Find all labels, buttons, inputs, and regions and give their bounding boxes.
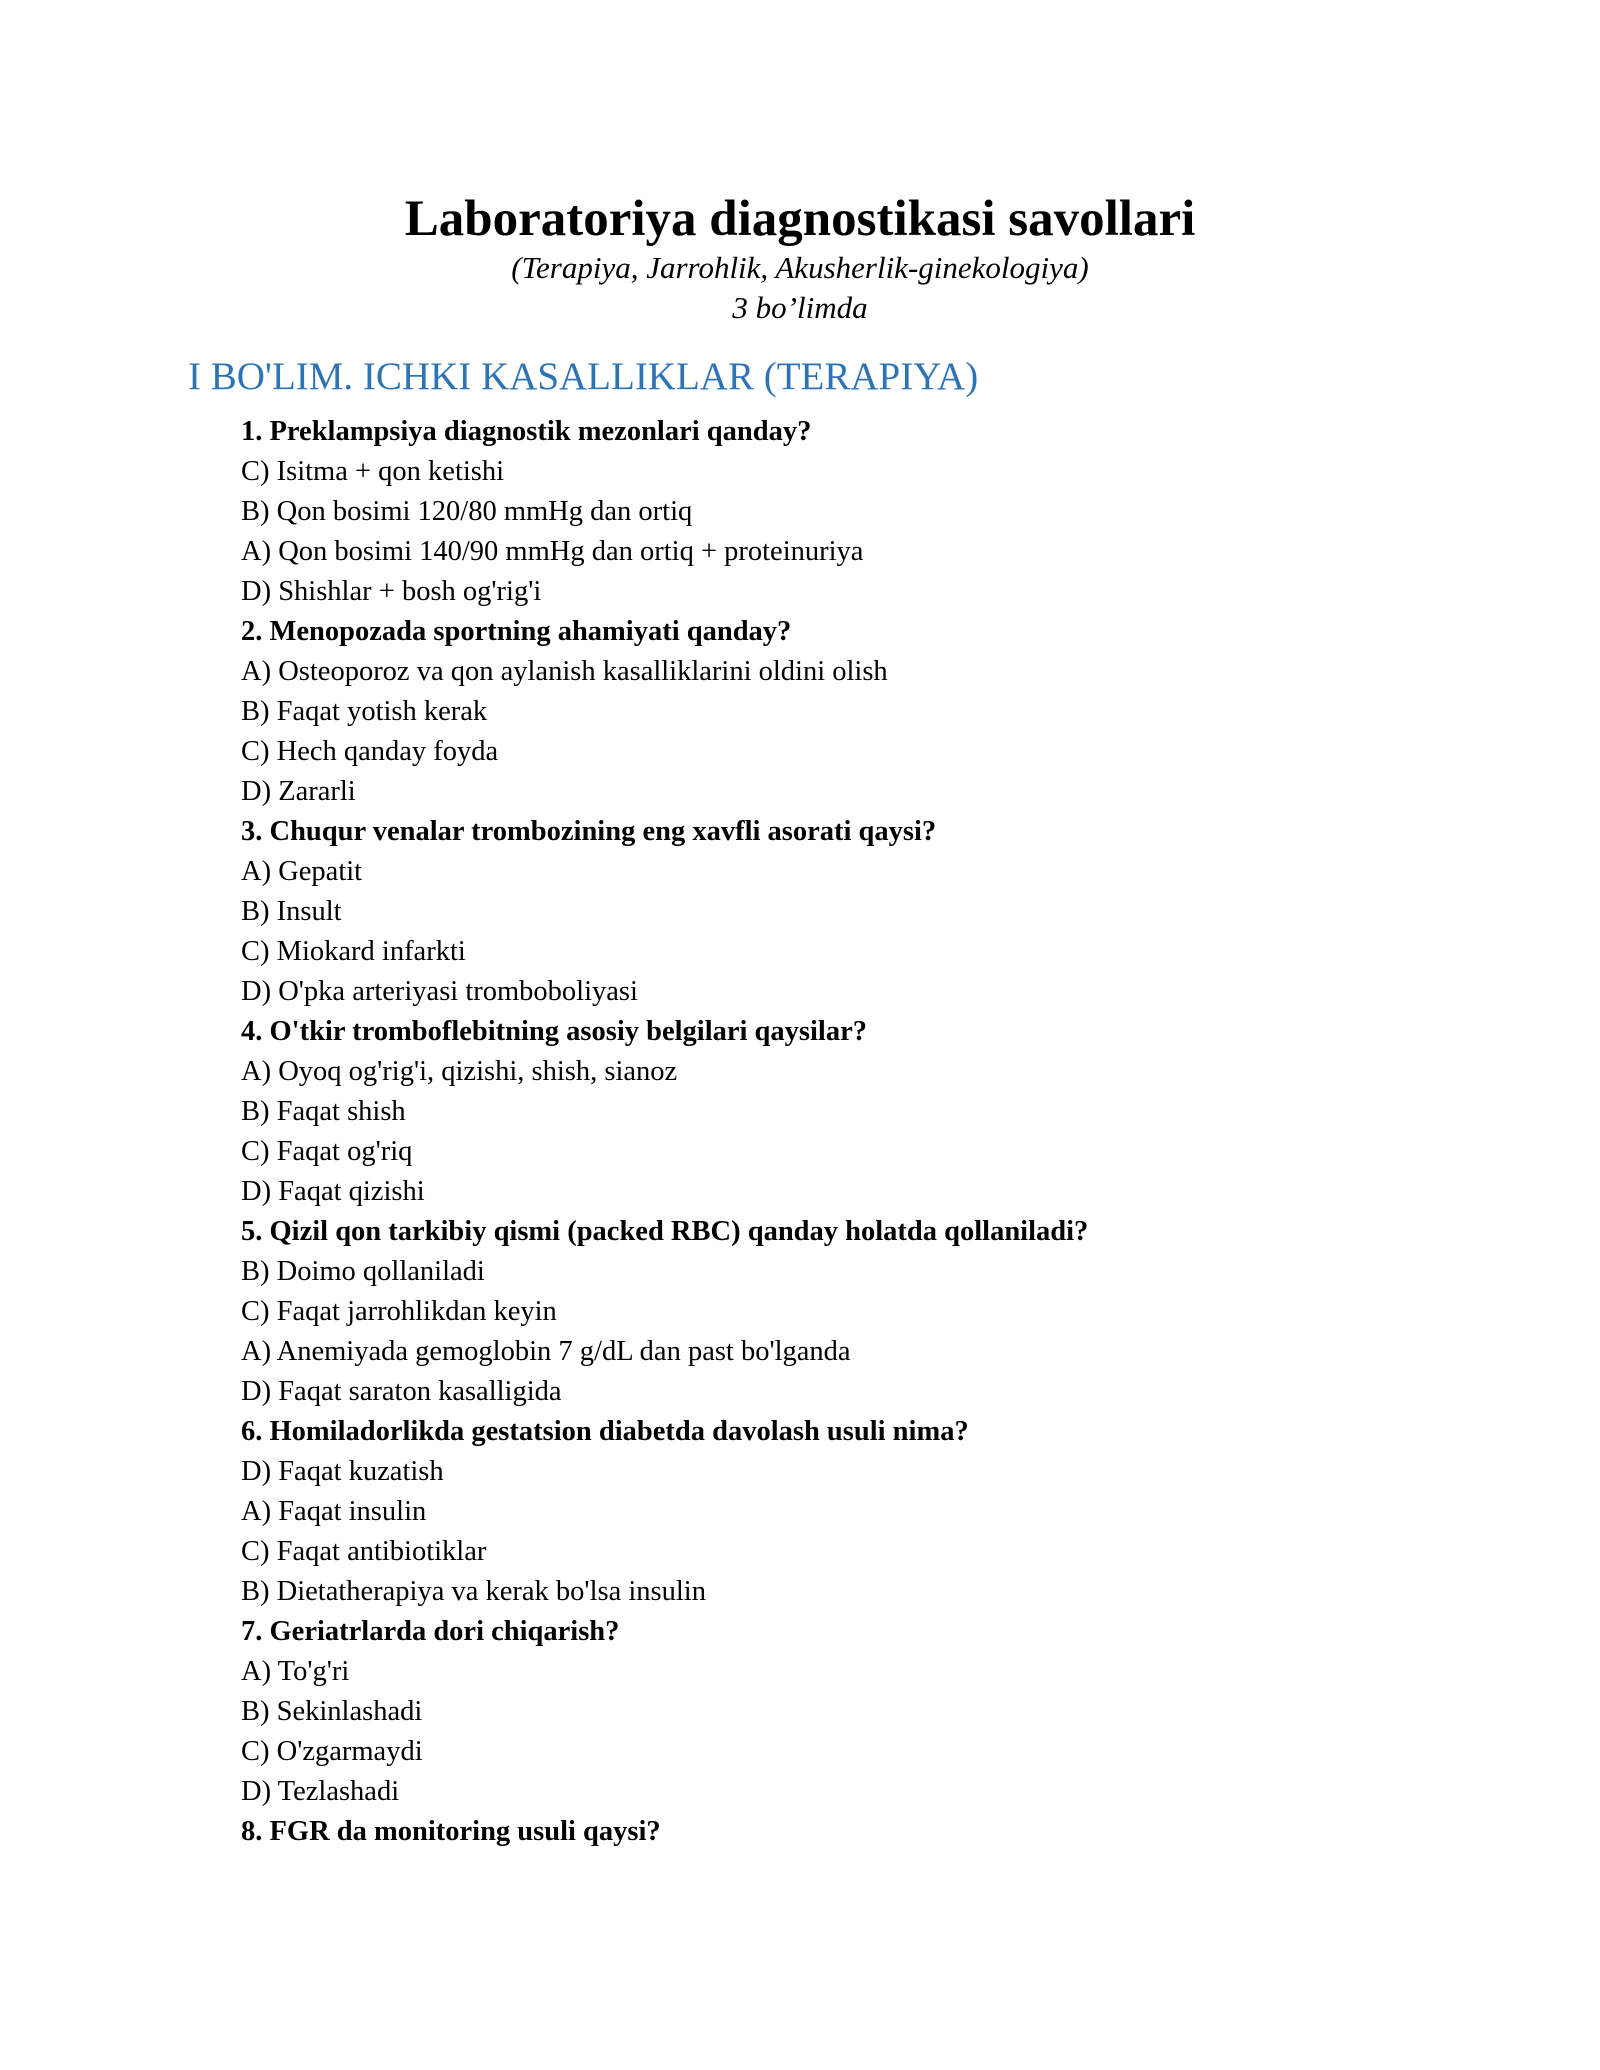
answer-option: B) Insult (241, 896, 342, 927)
answer-option: A) Anemiyada gemoglobin 7 g/dL dan past bo'lganda (241, 1336, 851, 1367)
question-5: 5. Qizil qon tarkibiy qismi (packed RBC) qanday holatda qollaniladi? (241, 1216, 1089, 1247)
answer-option: C) Isitma + qon ketishi (241, 456, 505, 487)
answer-option: B) Doimo qollaniladi (241, 1256, 485, 1287)
question-8: 8. FGR da monitoring usuli qaysi? (241, 1816, 661, 1847)
section-heading: I BO'LIM. ICHKI KASALLIKLAR (TERAPIYA) (188, 355, 979, 398)
answer-option: C) Faqat antibiotiklar (241, 1536, 487, 1567)
question-4: 4. O'tkir tromboflebitning asosiy belgilari qaysilar? (241, 1016, 867, 1047)
answer-option: D) Shishlar + bosh og'rig'i (241, 576, 542, 607)
document-title: Laboratoriya diagnostikasi savollari (404, 191, 1196, 247)
answer-option: A) To'g'ri (241, 1656, 350, 1687)
answer-option: B) Faqat shish (241, 1096, 406, 1127)
answer-option: A) Oyoq og'rig'i, qizishi, shish, sianoz (241, 1056, 678, 1087)
question-3: 3. Chuqur venalar trombozining eng xavfli asorati qaysi? (241, 816, 937, 847)
answer-option: B) Qon bosimi 120/80 mmHg dan ortiq (241, 496, 693, 527)
answer-option: A) Faqat insulin (241, 1496, 427, 1527)
document-subtitle: (Terapiya, Jarrohlik, Akusherlik-ginekologiya) (511, 250, 1089, 285)
answer-option: D) O'pka arteriyasi tromboboliyasi (241, 976, 638, 1007)
answer-option: D) Faqat saraton kasalligida (241, 1376, 562, 1407)
question-6: 6. Homiladorlikda gestatsion diabetda davolash usuli nima? (241, 1416, 969, 1447)
answer-option: D) Tezlashadi (241, 1776, 400, 1807)
answer-option: C) Faqat og'riq (241, 1136, 413, 1167)
answer-option: A) Qon bosimi 140/90 mmHg dan ortiq + proteinuriya (241, 536, 864, 567)
answer-option: B) Faqat yotish kerak (241, 696, 488, 727)
answer-option: A) Gepatit (241, 856, 363, 887)
document-subtitle-sections: 3 bo’limda (732, 290, 868, 325)
answer-option: A) Osteoporoz va qon aylanish kasalliklarini oldini olish (241, 656, 888, 687)
answer-option: D) Zararli (241, 776, 356, 807)
question-7: 7. Geriatrlarda dori chiqarish? (241, 1616, 620, 1647)
answer-option: C) O'zgarmaydi (241, 1736, 423, 1767)
answer-option: B) Sekinlashadi (241, 1696, 423, 1727)
answer-option: C) Faqat jarrohlikdan keyin (241, 1296, 557, 1327)
answer-option: C) Hech qanday foyda (241, 736, 499, 767)
question-list (241, 412, 1441, 1852)
answer-option: D) Faqat kuzatish (241, 1456, 444, 1487)
answer-option: B) Dietatherapiya va kerak bo'lsa insulin (241, 1576, 706, 1607)
question-2: 2. Menopozada sportning ahamiyati qanday? (241, 616, 792, 647)
answer-option: C) Miokard infarkti (241, 936, 466, 967)
question-1: 1. Preklampsiya diagnostik mezonlari qanday? (241, 416, 812, 447)
answer-option: D) Faqat qizishi (241, 1176, 425, 1207)
